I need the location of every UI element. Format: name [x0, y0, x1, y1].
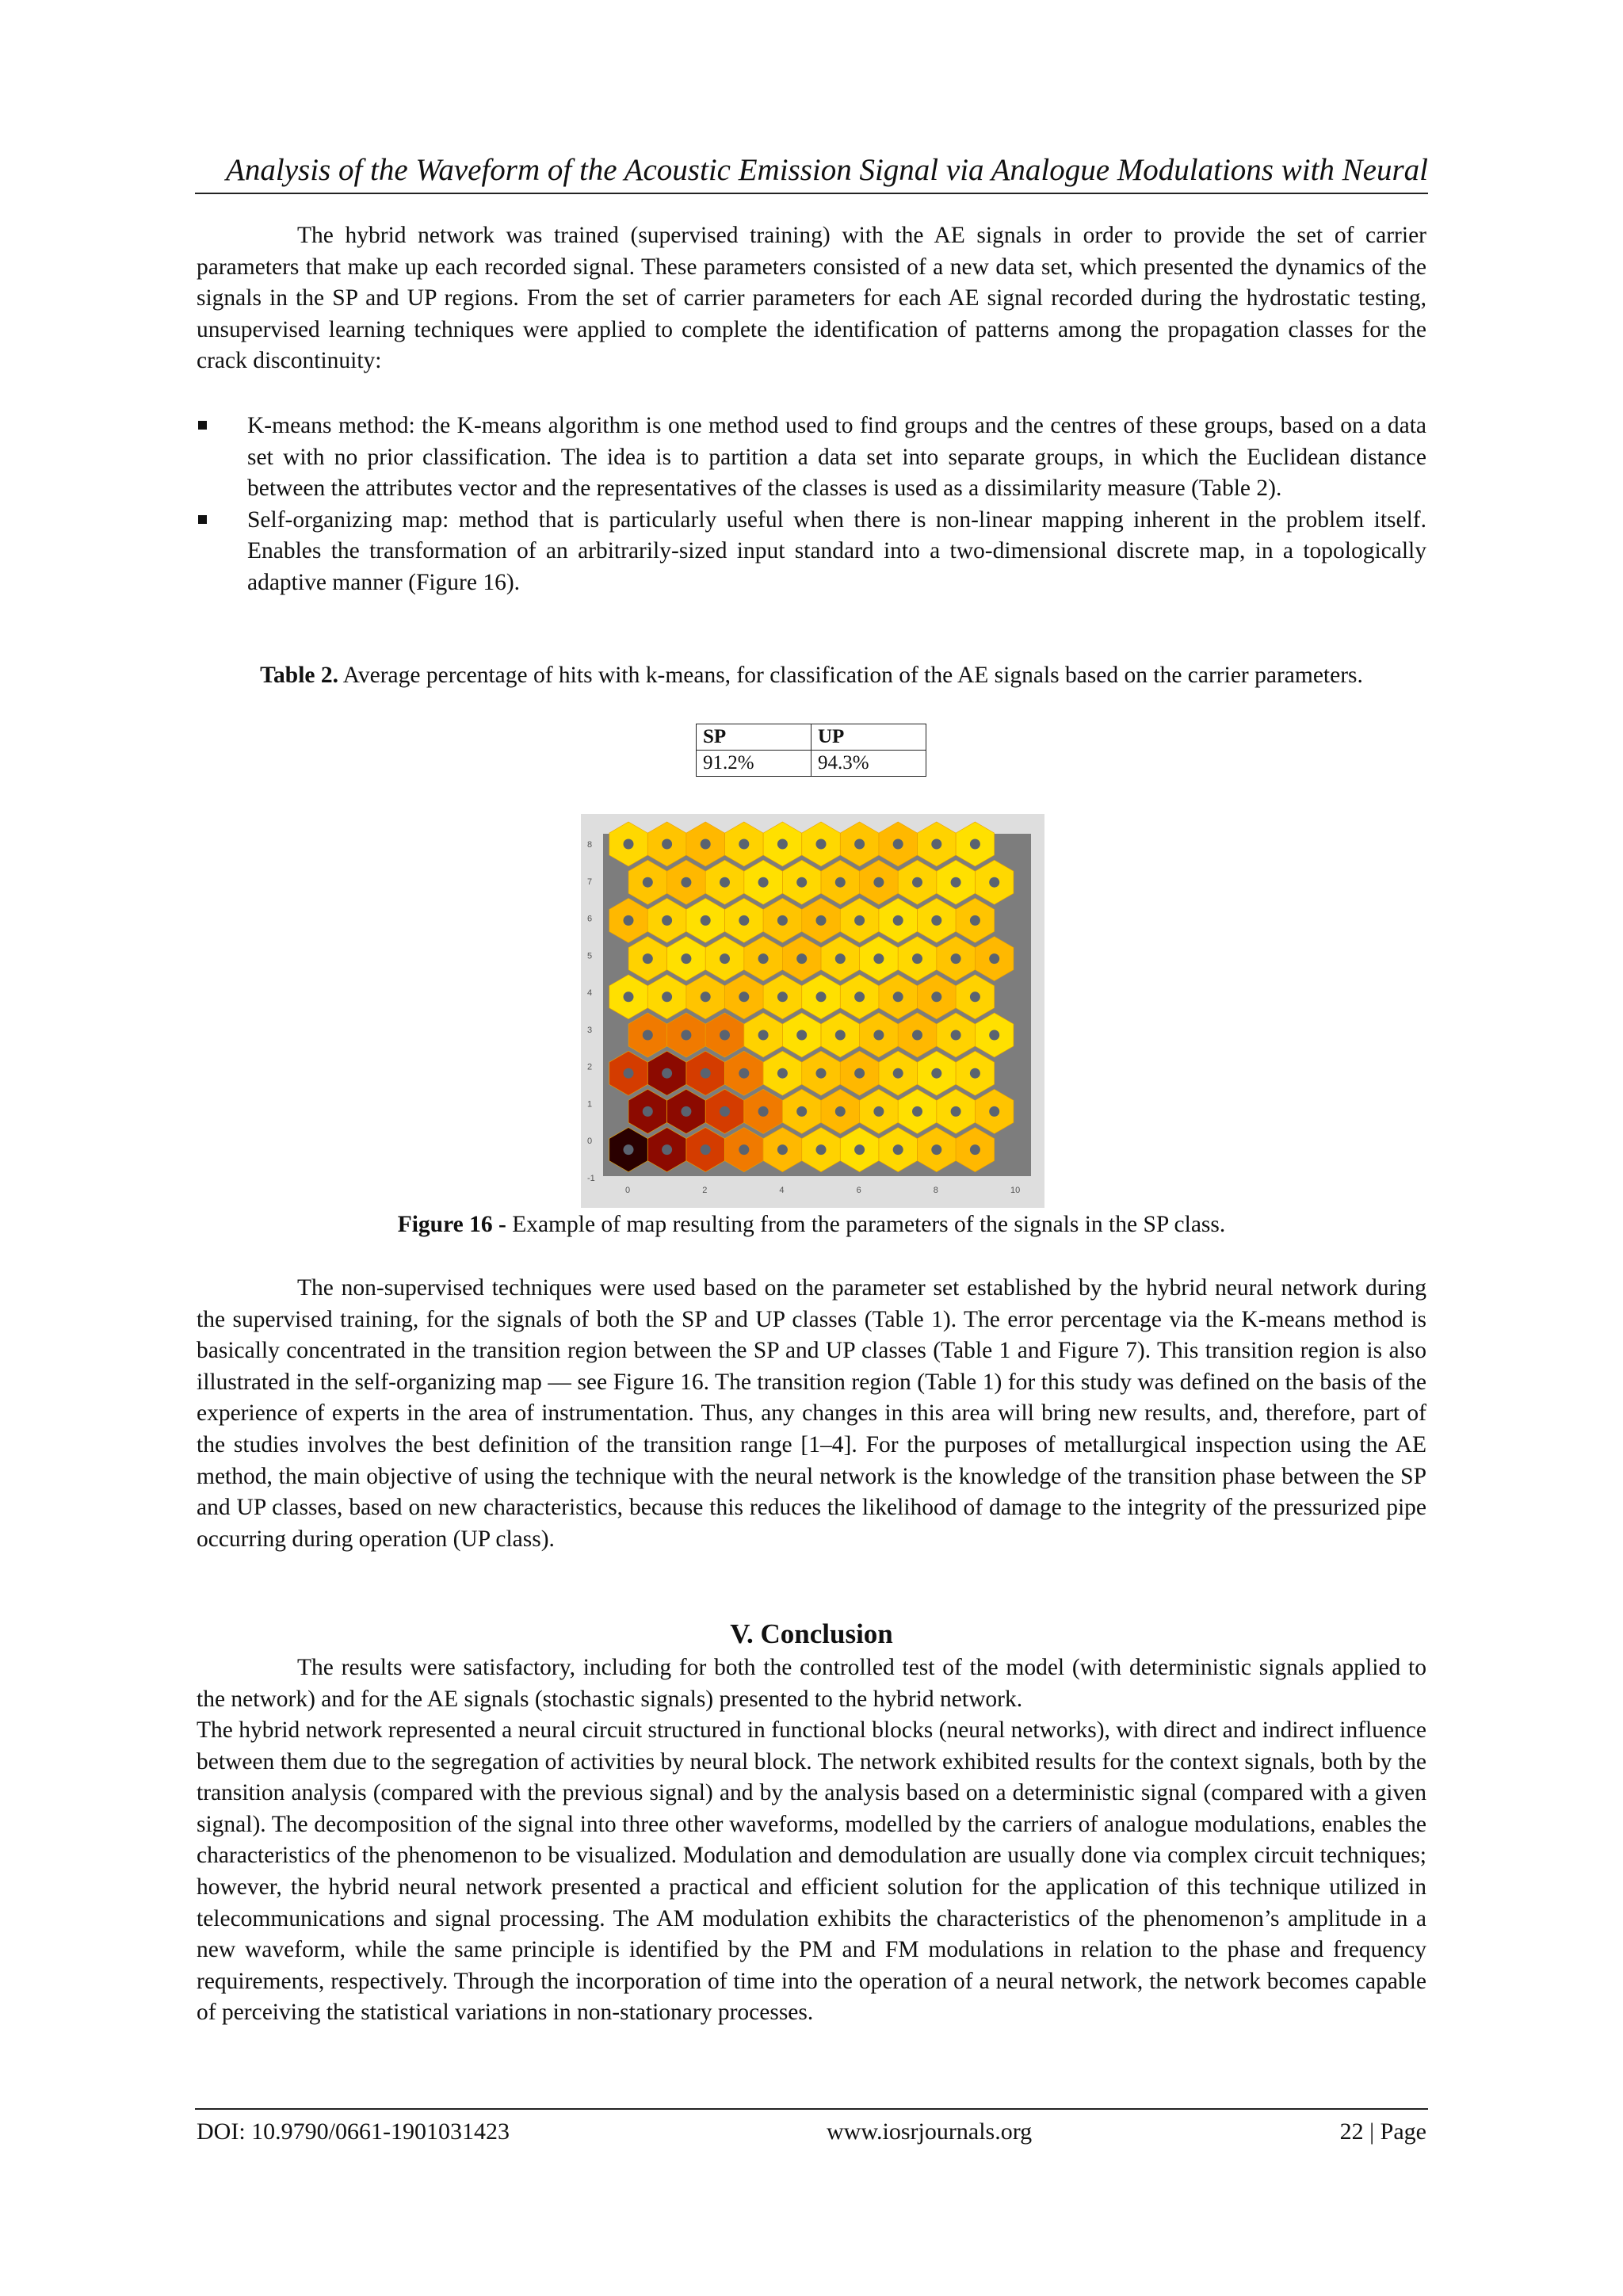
- x-axis-tick-label: 4: [779, 1186, 785, 1195]
- conclusion-paragraph-2: The hybrid network represented a neural circuit structured in functional blocks (neural networks), with direct and indirect influence between them due to the segregation of activities by neural block. The network exhibited results for the context signals, both by the transition analysis (compared with the previous signal) and by the analysis based on a deterministic signal (compared with a given signal). The decomposition of the signal into three other waveforms, modelled by the carriers of analogue modulations, enables the characteristics of the phenomenon to be visualized. Modulation and demodulation are usually done via complex circuit techniques; however, the hybrid neural network presented a practical and efficient solution for the application of this technique utilized in telecommunications and signal processing. The AM modulation exhibits the characteristics of the phenomenon’s amplitude in a new waveform, while the same principle is identified by the PM and FM modulations in relation to the phase and frequency requirements, respectively. Through the incorporation of time into the operation of a neural network, the network becomes capable of perceiving the statistical variations in non-stationary processes.: [197, 1717, 1426, 2026]
- nonsupervised-paragraph: The non-supervised techniques were used based on the parameter set established by the hybrid neural network during the supervised training, for the signals of both the SP and UP classes (Table 1). The error percentage via the K-means method is basically concentrated in the transition region between the SP and UP classes (Table 1 and Figure 7). This transition region is also illustrated in the self-organizing map — see Figure 16. The transition region (Table 1) for this study was defined on the basis of the experience of experts in the area of instrumentation. Thus, any changes in this area will bring new results, and, therefore, part of the studies involves the best definition of the transition range [1–4]. For the purposes of metallurgical inspection using the AE method, the main objective of using the technique with the neural network is the knowledge of the transition phase between the SP and UP classes, based on new characteristics, because this reduces the likelihood of damage to the integrity of the pressurized pipe occurring during operation (UP class).: [197, 1275, 1426, 1552]
- som-neuron-node: [662, 839, 672, 850]
- som-neuron-node: [893, 915, 903, 926]
- som-neuron-node: [816, 839, 827, 850]
- som-neuron-node: [951, 953, 961, 964]
- som-neuron-node: [893, 1068, 903, 1079]
- som-neuron-node: [701, 839, 711, 850]
- som-neuron-node: [758, 1106, 769, 1117]
- table-header-row: [697, 724, 926, 751]
- som-neuron-node: [624, 915, 634, 926]
- running-title: Analysis of the Waveform of the Acoustic Emission Signal via Analogue Modulations with Neural: [226, 153, 1428, 187]
- som-neuron-node: [681, 1106, 691, 1117]
- som-neuron-node: [681, 877, 691, 888]
- som-neuron-node: [873, 1106, 884, 1117]
- som-neuron-node: [970, 1144, 980, 1155]
- som-neuron-node: [970, 991, 980, 1002]
- som-neuron-node: [893, 1144, 903, 1155]
- som-neuron-node: [989, 953, 999, 964]
- som-neuron-node: [835, 953, 846, 964]
- som-neuron-node: [758, 953, 769, 964]
- som-neuron-node: [796, 877, 807, 888]
- x-axis-tick-label: 10: [1010, 1186, 1021, 1195]
- som-neuron-node: [720, 1030, 730, 1041]
- x-axis-tick-label: 6: [856, 1186, 861, 1195]
- som-neuron-node: [720, 877, 730, 888]
- som-neuron-node: [912, 1106, 922, 1117]
- som-neuron-node: [854, 1068, 865, 1079]
- table-cell-up: 94.3%: [812, 751, 926, 777]
- som-neuron-node: [912, 1030, 922, 1041]
- y-axis-tick-label: 0: [587, 1137, 593, 1146]
- som-neuron-node: [643, 953, 653, 964]
- x-axis-tick-label: 2: [702, 1186, 708, 1195]
- som-neuron-node: [777, 1068, 788, 1079]
- bullet-kmeans: [197, 411, 1426, 505]
- som-neuron-node: [662, 915, 672, 926]
- footer-doi: DOI: 10.9790/0661-1901031423: [197, 2118, 510, 2145]
- y-axis-tick-label: 2: [587, 1062, 593, 1072]
- som-neuron-node: [796, 953, 807, 964]
- som-neuron-node: [816, 1144, 827, 1155]
- som-neuron-node: [643, 1106, 653, 1117]
- header-rule: [195, 193, 1428, 194]
- som-neuron-node: [739, 839, 749, 850]
- table-2-caption: [197, 660, 1426, 692]
- som-neuron-node: [912, 877, 922, 888]
- figure-16-label: Figure 16 -: [397, 1212, 506, 1237]
- som-neuron-node: [873, 877, 884, 888]
- som-neuron-node: [854, 915, 865, 926]
- table-row: [697, 751, 926, 777]
- som-neuron-node: [681, 1030, 691, 1041]
- som-neuron-node: [701, 991, 711, 1002]
- footer-rule: [195, 2108, 1428, 2110]
- som-neuron-node: [931, 1068, 941, 1079]
- som-neuron-node: [796, 1106, 807, 1117]
- som-neuron-node: [777, 991, 788, 1002]
- som-neuron-node: [989, 877, 999, 888]
- som-neuron-node: [662, 1144, 672, 1155]
- table-2: [696, 724, 926, 777]
- som-neuron-node: [624, 1068, 634, 1079]
- y-axis-tick-label: 7: [587, 877, 593, 887]
- square-bullet-icon: [198, 421, 207, 430]
- som-neuron-node: [854, 1144, 865, 1155]
- x-axis-tick-label: 8: [933, 1186, 938, 1195]
- som-hexagon-map: [581, 814, 1044, 1208]
- som-neuron-node: [777, 1144, 788, 1155]
- bullet-som-text: Self-organizing map: method that is particularly useful when there is non-linear mapping inherent in the problem itself. Enables the transformation of an arbitrarily-sized input standard into a two-dimensional discrete map, in a topologically adaptive manner (Figure 16).: [247, 506, 1426, 595]
- table-2-label: Table 2.: [260, 663, 339, 688]
- som-neuron-node: [643, 1030, 653, 1041]
- som-neuron-node: [854, 839, 865, 850]
- table-2-caption-text: Average percentage of hits with k-means, for classification of the AE signals based on the carrier parameters.: [342, 663, 1363, 688]
- y-axis-tick-label: 3: [587, 1025, 593, 1035]
- som-neuron-node: [912, 953, 922, 964]
- figure-16-caption-text: Example of map resulting from the parameters of the signals in the SP class.: [512, 1212, 1226, 1237]
- table-cell-sp: 91.2%: [697, 751, 812, 777]
- som-neuron-node: [873, 1030, 884, 1041]
- som-neuron-node: [893, 839, 903, 850]
- som-neuron-node: [816, 1068, 827, 1079]
- conclusion-heading: V. Conclusion: [730, 1618, 893, 1649]
- som-neuron-node: [739, 991, 749, 1002]
- conclusion-paragraph-1: The results were satisfactory, including for both the controlled test of the model (with deterministic signals applied to the network) and for the AE signals (stochastic signals) presented to the hybrid network.: [197, 1655, 1426, 1712]
- som-neuron-node: [951, 877, 961, 888]
- som-neuron-node: [835, 877, 846, 888]
- som-neuron-node: [758, 1030, 769, 1041]
- intro-paragraph: The hybrid network was trained (supervised training) with the AE signals in order to provide the set of carrier parameters that make up each recorded signal. These parameters consisted of a new data set, which presented the dynamics of the signals in the SP and UP regions. From the set of carrier parameters for each AE signal recorded during the hydrostatic testing, unsupervised learning techniques were applied to complete the identification of patterns among the propagation classes for the crack discontinuity:: [197, 223, 1426, 374]
- som-neuron-node: [701, 1068, 711, 1079]
- bullet-list: [197, 411, 1426, 599]
- som-neuron-node: [873, 953, 884, 964]
- som-neuron-node: [893, 991, 903, 1002]
- square-bullet-icon: [198, 515, 207, 524]
- footer-page-number: 22 | Page: [1339, 2118, 1426, 2145]
- som-neuron-node: [835, 1106, 846, 1117]
- som-neuron-node: [701, 1144, 711, 1155]
- som-neuron-node: [796, 1030, 807, 1041]
- som-neuron-node: [931, 991, 941, 1002]
- y-axis-tick-label: 6: [587, 914, 593, 924]
- som-neuron-node: [970, 839, 980, 850]
- som-neuron-node: [662, 1068, 672, 1079]
- som-neuron-node: [989, 1106, 999, 1117]
- som-neuron-node: [931, 839, 941, 850]
- figure-16-som-map: [581, 814, 1044, 1208]
- som-neuron-node: [777, 915, 788, 926]
- som-neuron-node: [758, 877, 769, 888]
- som-neuron-node: [970, 1068, 980, 1079]
- som-neuron-node: [816, 991, 827, 1002]
- y-axis-tick-label: 5: [587, 951, 593, 961]
- footer-website: www.iosrjournals.org: [827, 2118, 1033, 2145]
- table-header-sp: SP: [697, 724, 812, 751]
- som-neuron-node: [854, 991, 865, 1002]
- som-neuron-node: [931, 915, 941, 926]
- som-neuron-node: [931, 1144, 941, 1155]
- som-neuron-node: [951, 1106, 961, 1117]
- som-neuron-node: [739, 1068, 749, 1079]
- som-neuron-node: [970, 915, 980, 926]
- som-neuron-node: [624, 1144, 634, 1155]
- som-neuron-node: [739, 915, 749, 926]
- figure-16-caption: [197, 1209, 1426, 1240]
- som-neuron-node: [681, 953, 691, 964]
- som-neuron-node: [816, 915, 827, 926]
- som-neuron-node: [624, 839, 634, 850]
- som-neuron-node: [777, 839, 788, 850]
- som-neuron-node: [951, 1030, 961, 1041]
- x-axis-tick-label: 0: [625, 1186, 631, 1195]
- y-axis-tick-label: 8: [587, 840, 593, 850]
- som-neuron-node: [835, 1030, 846, 1041]
- som-neuron-node: [662, 991, 672, 1002]
- som-neuron-node: [720, 1106, 730, 1117]
- y-axis-tick-label: -1: [587, 1173, 595, 1183]
- bullet-kmeans-text: K-means method: the K-means algorithm is one method used to find groups and the centres of these groups, based on a data set with no prior classification. The idea is to partition a data set into separate groups, in which the Euclidean distance between the attributes vector and the representatives of the classes is used as a dissimilarity measure (Table 2).: [247, 413, 1426, 502]
- table-header-up: UP: [812, 724, 926, 751]
- y-axis-tick-label: 1: [587, 1099, 593, 1110]
- som-neuron-node: [701, 915, 711, 926]
- y-axis-tick-label: 4: [587, 988, 593, 998]
- som-neuron-node: [643, 877, 653, 888]
- som-neuron-node: [720, 953, 730, 964]
- som-neuron-node: [624, 991, 634, 1002]
- som-neuron-node: [989, 1030, 999, 1041]
- bullet-som: [197, 505, 1426, 599]
- som-neuron-node: [739, 1144, 749, 1155]
